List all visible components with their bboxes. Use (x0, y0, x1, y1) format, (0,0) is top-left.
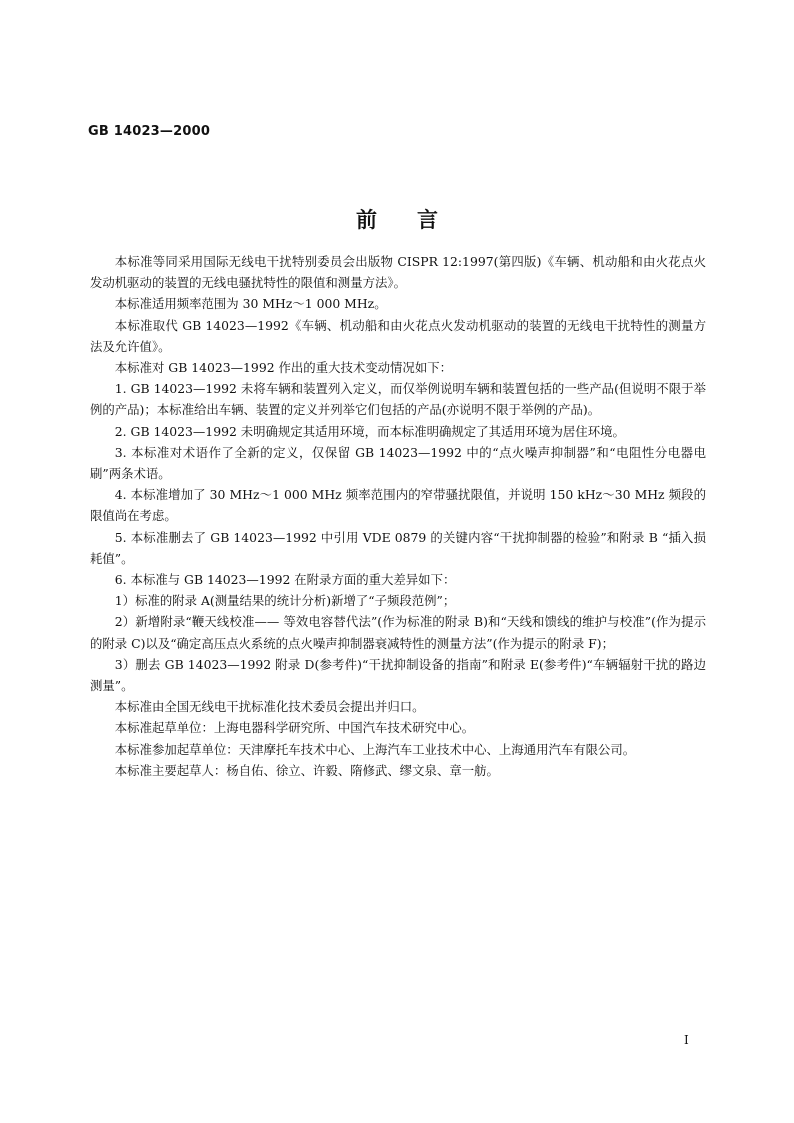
paragraph-change-5: 5. 本标准删去了 GB 14023—1992 中引用 VDE 0879 的关键内容“干扰抑制器的检验”和附录 B “插入损耗值”。 (90, 529, 706, 566)
paragraph-drafting-units: 本标准起草单位：上海电器科学研究所、中国汽车技术研究中心。 (114, 720, 475, 736)
paragraph-main-drafters: 本标准主要起草人：杨自佑、徐立、许毅、隋修武、缪文泉、章一舫。 (114, 762, 499, 778)
paragraph-annex-change-3: 3）删去 GB 14023—1992 附录 D(参考件)“干扰抑制设备的指南”和附录 E(参考件)“车辆辐射干扰的路边测量”。 (90, 656, 706, 694)
paragraph-change-3: 3. 本标准对术语作了全新的定义，仅保留 GB 14023—1992 中的“点火噪声抑制器”和“电阻性分电器电刷”两条术语。 (90, 444, 706, 482)
paragraph-participating-units: 本标准参加起草单位：天津摩托车技术中心、上海汽车工业技术中心、上海通用汽车有限公司。 (114, 741, 636, 757)
paragraph-change-2: 2. GB 14023—1992 未明确规定其适用环境，而本标准明确规定了其适用环境为居住环境。 (114, 423, 625, 439)
paragraph-proposed-by: 本标准由全国无线电干扰标准化技术委员会提出并归口。 (114, 699, 425, 715)
paragraph-change-6: 6. 本标准与 GB 14023—1992 在附录方面的重大差异如下： (114, 572, 456, 588)
paragraph-changes-intro: 本标准对 GB 14023—1992 作出的重大技术变动情况如下： (114, 360, 452, 376)
page-title: 前言 (356, 208, 478, 232)
foreword-body (90, 251, 706, 781)
paragraph-replaces: 本标准取代 GB 14023—1992《车辆、机动船和由火花点火发动机驱动的装置的无线电干扰特性的测量方法及允许值》。 (90, 317, 706, 354)
paragraph-change-1: 1. GB 14023—1992 未将车辆和装置列入定义，而仅举例说明车辆和装置包括的一些产品(但说明不限于举例的产品)；本标准给出车辆、装置的定义并列举它们包括的产品(亦说明不限于举例的产品)。 (90, 381, 706, 418)
paragraph-adoption: 本标准等同采用国际无线电干扰特别委员会出版物 CISPR 12:1997(第四版)《车辆、机动船和由火花点火发动机驱动的装置的无线电骚扰特性的限值和测量方法》。 (90, 254, 706, 291)
paragraph-change-4: 4. 本标准增加了 30 MHz～1 000 MHz 频率范围内的窄带骚扰限值，并说明 150 kHz～30 MHz 频段的限值尚在考虑。 (90, 487, 706, 524)
standard-code-header: GB 14023—2000 (88, 124, 211, 139)
paragraph-annex-change-1: 1）标准的附录 A(测量结果的统计分析)新增了“子频段范例”； (114, 593, 456, 609)
page-number: I (684, 1033, 689, 1047)
paragraph-frequency-range: 本标准适用频率范围为 30 MHz～1 000 MHz。 (114, 296, 387, 312)
paragraph-annex-change-2: 2）新增附录“鞭天线校准—— 等效电容替代法”(作为标准的附录 B)和“天线和馈线的维护与校准”(作为提示的附录 C)以及“确定高压点火系统的点火噪声抑制器衰减特性的测量方法”(作为提示的附录 F)； (90, 614, 706, 651)
